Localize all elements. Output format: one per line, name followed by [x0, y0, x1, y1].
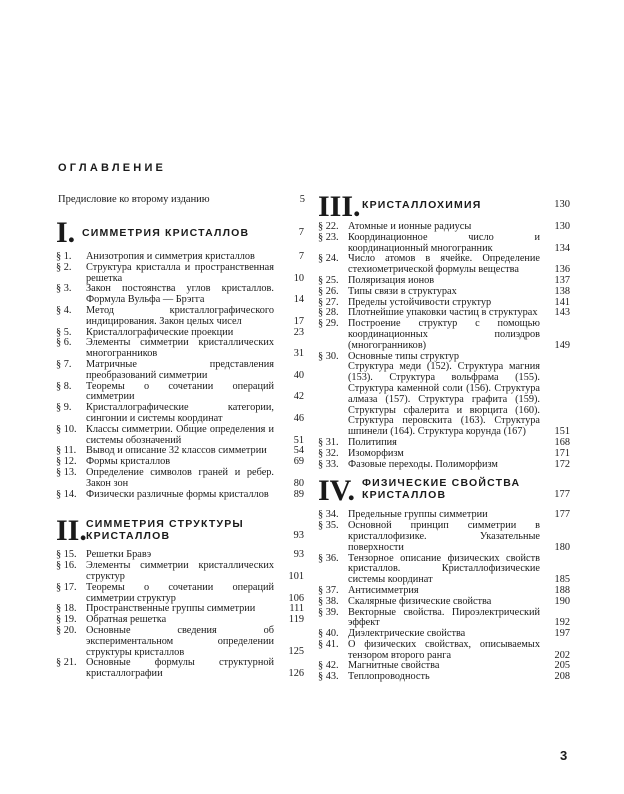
- section-title: Метод кристаллографического индицирования. Закон целых чисел: [86, 304, 274, 327]
- section-title: Политипия: [348, 436, 397, 448]
- section-page: 192: [554, 617, 570, 629]
- chapter-page: 7: [298, 227, 304, 238]
- section-number: § 43.: [318, 671, 339, 683]
- chapter-title: [362, 477, 520, 501]
- section-title: Тензорное описание физических свойств кристаллов. Кристаллофизические системы координат: [348, 552, 540, 586]
- section-title: Координационное число и координационный многогранник: [348, 231, 540, 254]
- chapter-title-line: ФИЗИЧЕСКИЕ СВОЙСТВА: [362, 477, 521, 490]
- section-number: § 35.: [318, 520, 339, 532]
- section-title: Решетки Бравэ: [86, 549, 152, 561]
- section-number: § 8.: [56, 380, 72, 392]
- section-page: 136: [554, 264, 570, 276]
- section-title: Основные типы структур: [348, 350, 459, 362]
- section-title: Элементы симметрии кристаллических структур: [86, 560, 274, 582]
- section-number: § 22.: [318, 221, 339, 232]
- chapter-numeral: II.: [56, 514, 87, 548]
- toc-entry[interactable]: [318, 640, 570, 662]
- chapter-heading[interactable]: [56, 218, 304, 252]
- section-page: 111: [289, 603, 304, 615]
- chapter-page: 130: [554, 199, 570, 210]
- chapter-page: 177: [554, 489, 570, 501]
- chapter-title: [82, 227, 249, 239]
- toc-left-column: [56, 218, 304, 680]
- section-page: 143: [554, 307, 570, 319]
- section-number: § 23.: [318, 231, 339, 243]
- toc-entry[interactable]: [318, 287, 570, 298]
- preface-page: 5: [299, 194, 305, 205]
- section-title: Атомные и ионные радиусы: [348, 221, 472, 232]
- chapter-heading[interactable]: [56, 516, 304, 550]
- toc-entry[interactable]: [318, 449, 570, 460]
- toc-entry[interactable]: [56, 382, 304, 404]
- toc-entry[interactable]: [56, 403, 304, 425]
- section-page: 205: [554, 660, 570, 672]
- section-title: Магнитные свойства: [348, 660, 440, 672]
- section-page: 137: [554, 274, 570, 286]
- section-title: Пределы устойчивости структур: [348, 296, 492, 308]
- section-page: 93: [293, 549, 304, 561]
- section-page: 80: [293, 477, 304, 489]
- section-title: Структура кристалла и пространственная решетка: [86, 261, 274, 284]
- section-number: § 38.: [318, 595, 339, 607]
- chapter-title-line: КРИСТАЛЛОВ: [86, 530, 171, 543]
- section-number: § 5.: [56, 326, 72, 338]
- section-title: Пространственные группы симметрии: [86, 603, 256, 615]
- section-title: Основной принцип симметрии в кристаллофизике. Указательные поверхности: [348, 520, 540, 553]
- section-number: § 12.: [56, 456, 77, 468]
- section-title: Число атомов в ячейке. Определение стехиометрической формулы вещества: [348, 253, 540, 276]
- section-number: § 20.: [56, 624, 77, 636]
- section-number: § 32.: [318, 447, 339, 459]
- section-page: 23: [293, 326, 304, 338]
- section-title: Кристаллографические проекции: [86, 326, 234, 338]
- section-page: 14: [293, 294, 304, 306]
- toc-entry[interactable]: [56, 468, 304, 490]
- chapter-title-line: КРИСТАЛЛОХИМИЯ: [362, 199, 482, 211]
- toc-entry[interactable]: [56, 425, 304, 447]
- chapter-title: [362, 199, 481, 211]
- chapter-page: 93: [293, 530, 304, 542]
- toc-entry[interactable]: [56, 583, 304, 605]
- section-page: 177: [554, 509, 570, 521]
- section-number: § 26.: [318, 285, 339, 297]
- toc-entry[interactable]: [56, 284, 304, 306]
- chapter-numeral: I.: [56, 216, 76, 249]
- section-number: § 19.: [56, 614, 77, 626]
- chapter-heading[interactable]: [318, 192, 570, 222]
- chapter-2: [56, 516, 304, 680]
- section-number: § 7.: [56, 358, 72, 370]
- section-title: Обратная решетка: [86, 614, 167, 626]
- section-page: 180: [554, 541, 570, 553]
- section-number: § 4.: [56, 304, 72, 316]
- toc-entry[interactable]: [318, 597, 570, 608]
- section-page: 42: [293, 391, 304, 403]
- chapter-title-line: СИММЕТРИЯ КРИСТАЛЛОВ: [82, 227, 250, 239]
- section-number: § 25.: [318, 274, 339, 286]
- section-page: 17: [293, 315, 304, 327]
- section-page: 7: [298, 251, 304, 262]
- toc-entry[interactable]: [56, 626, 304, 658]
- section-page: 10: [293, 272, 304, 284]
- toc-right-column: [318, 192, 570, 683]
- toc-entry[interactable]: [56, 306, 304, 328]
- section-title: Диэлектрические свойства: [348, 628, 466, 640]
- section-page: 31: [293, 348, 304, 360]
- section-title: Основные формулы структурной кристаллографии: [86, 657, 274, 680]
- section-number: § 10.: [56, 423, 77, 435]
- section-title: Поляризация ионов: [348, 274, 435, 286]
- section-title: Анизотропия и симметрия кристаллов: [86, 251, 255, 262]
- toc-entry[interactable]: [318, 352, 570, 438]
- section-number: § 3.: [56, 283, 72, 295]
- section-title: Основные сведения об экспериментальном определении структуры кристаллов: [86, 624, 274, 658]
- section-page: 130: [554, 221, 570, 232]
- toc-entry[interactable]: [56, 360, 304, 382]
- chapter-title: [86, 518, 244, 542]
- section-title: Классы симметрии. Общие определения и системы обозначений: [86, 423, 274, 446]
- section-detail: Структура меди (152). Структура магния (153). Структура вольфрама (155). Структура каменной соли (156). Структура алмаза (157). Структура графита (159). Структуры сфалерита и вюрцита (160). Структура перовскита (163). Структура шпинели (164). Структура корунда (167): [348, 361, 540, 438]
- section-number: § 18.: [56, 603, 77, 615]
- section-number: § 39.: [318, 606, 339, 618]
- section-number: § 27.: [318, 296, 339, 308]
- chapter-numeral: III.: [318, 190, 361, 223]
- section-page: 69: [293, 456, 304, 468]
- section-title: Фазовые переходы. Полиморфизм: [348, 458, 498, 470]
- section-number: § 31.: [318, 436, 339, 448]
- section-page: 46: [293, 412, 304, 424]
- section-number: § 21.: [56, 657, 77, 669]
- section-page: 185: [554, 574, 570, 586]
- section-page: 40: [293, 369, 304, 381]
- section-page: 208: [554, 671, 570, 683]
- chapter-title-line: СИММЕТРИЯ СТРУКТУРЫ: [86, 518, 244, 531]
- page-title: ОГЛАВЛЕНИЕ: [58, 162, 167, 174]
- toc-entry[interactable]: [56, 338, 304, 360]
- section-number: § 16.: [56, 560, 77, 572]
- section-title: Предельные группы симметрии: [348, 509, 488, 521]
- section-page: 125: [288, 646, 304, 658]
- section-number: § 9.: [56, 402, 72, 414]
- chapter-4: [318, 476, 570, 683]
- toc-entry[interactable]: [318, 460, 570, 471]
- toc-entry[interactable]: [56, 263, 304, 285]
- section-number: § 13.: [56, 466, 77, 478]
- chapter-3: [318, 192, 570, 470]
- section-page: 141: [554, 296, 570, 308]
- section-number: § 17.: [56, 581, 77, 593]
- toc-entry[interactable]: [56, 658, 304, 680]
- section-title: Формы кристаллов: [86, 456, 171, 468]
- section-page: 171: [554, 447, 570, 459]
- section-title: Скалярные физические свойства: [348, 595, 492, 607]
- section-number: § 6.: [56, 337, 72, 349]
- section-title: Вывод и описание 32 классов симметрии: [86, 445, 267, 457]
- section-page: 202: [554, 649, 570, 661]
- section-number: § 15.: [56, 549, 77, 561]
- section-number: § 2.: [56, 261, 72, 273]
- toc-entry[interactable]: [318, 254, 570, 276]
- section-number: § 37.: [318, 584, 339, 596]
- section-page: 151: [554, 426, 570, 438]
- section-title: Закон постоянства углов кристаллов. Формула Вульфа — Брэгга: [86, 283, 274, 306]
- section-number: § 42.: [318, 660, 339, 672]
- section-page: 138: [554, 285, 570, 297]
- section-title: Кристаллографические категории, сингонии и системы координат: [86, 402, 274, 424]
- toc-entry[interactable]: [318, 319, 570, 351]
- toc-entry[interactable]: [318, 521, 570, 553]
- section-page: 51: [293, 434, 304, 446]
- section-page: 89: [293, 488, 304, 500]
- section-number: § 33.: [318, 458, 339, 470]
- section-page: 190: [554, 595, 570, 607]
- section-number: § 1.: [56, 251, 72, 262]
- section-page: 119: [288, 614, 304, 626]
- section-number: § 34.: [318, 509, 339, 521]
- toc-entry[interactable]: [318, 608, 570, 630]
- section-number: § 11.: [56, 445, 77, 457]
- toc-entry[interactable]: [318, 554, 570, 586]
- section-page: 54: [293, 445, 304, 457]
- section-number: § 29.: [318, 318, 339, 330]
- section-title: Определение символов граней и ребер. Закон зон: [86, 466, 274, 489]
- preface-entry[interactable]: [58, 194, 305, 206]
- section-title: Построение структур с помощью координационных полиэдров (многогранников): [348, 318, 540, 351]
- toc-entry[interactable]: [56, 561, 304, 583]
- section-title: О физических свойствах, описываемых тензором второго ранга: [348, 638, 540, 661]
- section-page: 172: [554, 458, 570, 470]
- toc-entry[interactable]: [318, 672, 570, 683]
- section-page: 134: [554, 242, 570, 254]
- section-page: 106: [288, 592, 304, 604]
- chapter-heading[interactable]: [318, 476, 570, 510]
- chapter-1: [56, 218, 304, 500]
- section-title: Векторные свойства. Пироэлектрический эффект: [348, 606, 540, 629]
- section-number: § 14.: [56, 488, 77, 500]
- section-page: 168: [554, 436, 570, 448]
- section-number: § 30.: [318, 350, 339, 362]
- section-number: § 41.: [318, 638, 339, 650]
- section-page: 126: [288, 668, 304, 680]
- section-number: § 36.: [318, 552, 339, 564]
- section-title: Плотнейшие упаковки частиц в структурах: [348, 307, 538, 319]
- page-number: 3: [560, 748, 568, 763]
- chapter-numeral: IV.: [318, 474, 355, 508]
- section-number: § 28.: [318, 307, 339, 319]
- section-title: Антисимметрия: [348, 584, 419, 596]
- section-title: Теоремы о сочетании операций симметрии структур: [86, 581, 274, 604]
- section-number: § 24.: [318, 253, 339, 265]
- toc-entry[interactable]: [56, 490, 304, 501]
- section-title: Теплопроводность: [348, 671, 430, 683]
- chapter-title-line: КРИСТАЛЛОВ: [362, 489, 447, 502]
- section-page: 149: [554, 339, 570, 351]
- section-number: § 40.: [318, 628, 339, 640]
- section-page: 188: [554, 584, 570, 596]
- section-title: Матричные представления преобразований симметрии: [86, 358, 274, 381]
- section-title: Физически различные формы кристаллов: [86, 488, 269, 500]
- preface-title: Предисловие ко второму изданию: [58, 194, 210, 205]
- toc-entry[interactable]: [318, 233, 570, 255]
- section-title: Теоремы о сочетании операций симметрии: [86, 380, 274, 403]
- section-page: 101: [288, 570, 304, 582]
- section-page: 197: [554, 628, 570, 640]
- section-title: Изоморфизм: [348, 447, 404, 459]
- section-title: Элементы симметрии кристаллических многогранников: [86, 337, 274, 360]
- section-title: Типы связи в структурах: [348, 285, 457, 297]
